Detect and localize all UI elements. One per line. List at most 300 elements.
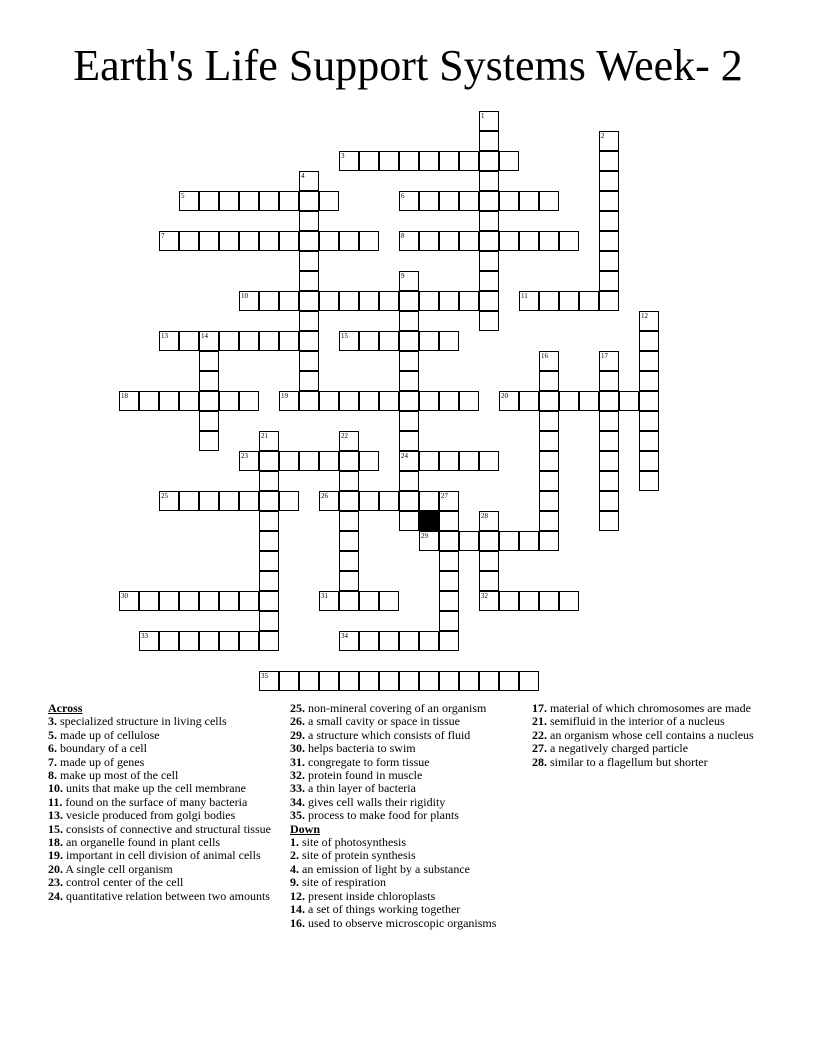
grid-cell[interactable] (179, 491, 199, 511)
grid-cell[interactable] (399, 191, 419, 211)
grid-cell[interactable] (379, 491, 399, 511)
grid-cell[interactable] (439, 231, 459, 251)
grid-cell[interactable] (259, 671, 279, 691)
grid-cell[interactable] (339, 431, 359, 451)
grid-cell[interactable] (399, 631, 419, 651)
grid-cell[interactable] (399, 411, 419, 431)
clue-item-number: 30. (290, 741, 305, 756)
grid-cell[interactable] (199, 351, 219, 371)
clue-list (48, 715, 276, 903)
grid-cell[interactable] (459, 451, 479, 471)
grid-cell[interactable] (259, 491, 279, 511)
grid-cell[interactable] (519, 391, 539, 411)
grid-cell[interactable] (419, 451, 439, 471)
grid-cell[interactable] (239, 331, 259, 351)
grid-cell[interactable] (399, 371, 419, 391)
clue-item-text: process to make food for plants (305, 808, 459, 823)
grid-cell[interactable] (259, 511, 279, 531)
grid-cell[interactable] (479, 531, 499, 551)
grid-cell[interactable] (319, 491, 339, 511)
grid-cell[interactable] (259, 231, 279, 251)
clue-number: 7 (161, 232, 165, 240)
grid-cell[interactable] (599, 151, 619, 171)
grid-cell[interactable] (299, 171, 319, 191)
grid-cell[interactable] (479, 191, 499, 211)
clue-item (48, 849, 276, 862)
clue-column-2 (290, 702, 522, 930)
grid-cell[interactable] (339, 631, 359, 651)
clue-number: 4 (301, 172, 305, 180)
grid-cell[interactable] (479, 571, 499, 591)
grid-cell[interactable] (239, 231, 259, 251)
grid-cell[interactable] (539, 411, 559, 431)
grid-cell[interactable] (139, 391, 159, 411)
grid-cell[interactable] (219, 491, 239, 511)
grid-cell[interactable] (219, 631, 239, 651)
grid-cell[interactable] (379, 151, 399, 171)
grid-cell[interactable] (519, 191, 539, 211)
grid-cell[interactable] (599, 211, 619, 231)
grid-cell[interactable] (499, 231, 519, 251)
grid-cell[interactable] (479, 511, 499, 531)
grid-cell[interactable] (119, 591, 139, 611)
grid-cell[interactable] (599, 391, 619, 411)
clue-item-text: site of photosynthesis (299, 835, 406, 850)
grid-cell[interactable] (279, 191, 299, 211)
grid-cell[interactable] (439, 631, 459, 651)
grid-cell[interactable] (279, 391, 299, 411)
grid-cell[interactable] (399, 351, 419, 371)
grid-cell[interactable] (479, 311, 499, 331)
grid-cell[interactable] (299, 211, 319, 231)
grid-cell[interactable] (299, 291, 319, 311)
grid-cell[interactable] (479, 591, 499, 611)
grid-cell[interactable] (279, 291, 299, 311)
grid-cell[interactable] (539, 351, 559, 371)
grid-cell[interactable] (639, 431, 659, 451)
grid-cell[interactable] (219, 231, 239, 251)
grid-cell[interactable] (219, 191, 239, 211)
grid-cell[interactable] (259, 291, 279, 311)
grid-cell[interactable] (259, 571, 279, 591)
grid-cell[interactable] (639, 351, 659, 371)
grid-cell[interactable] (139, 631, 159, 651)
grid-cell[interactable] (279, 491, 299, 511)
grid-cell[interactable] (519, 291, 539, 311)
grid-cell[interactable] (439, 491, 459, 511)
clue-number: 19 (281, 392, 288, 400)
grid-cell[interactable] (599, 411, 619, 431)
grid-cell[interactable] (179, 391, 199, 411)
grid-cell[interactable] (479, 291, 499, 311)
grid-cell[interactable] (199, 411, 219, 431)
grid-cell[interactable] (279, 331, 299, 351)
grid-cell[interactable] (539, 191, 559, 211)
grid-cell[interactable] (199, 191, 219, 211)
grid-cell[interactable] (399, 311, 419, 331)
grid-cell[interactable] (299, 351, 319, 371)
grid-cell[interactable] (339, 451, 359, 471)
grid-cell[interactable] (219, 391, 239, 411)
clue-number: 13 (161, 332, 168, 340)
grid-cell[interactable] (339, 671, 359, 691)
clue-number: 26 (321, 492, 328, 500)
grid-cell[interactable] (539, 471, 559, 491)
grid-cell[interactable] (399, 231, 419, 251)
grid-cell[interactable] (619, 391, 639, 411)
grid-cell[interactable] (299, 391, 319, 411)
grid-cell[interactable] (299, 251, 319, 271)
grid-cell[interactable] (439, 611, 459, 631)
clue-number: 1 (481, 112, 485, 120)
grid-cell[interactable] (339, 511, 359, 531)
grid-cell[interactable] (339, 491, 359, 511)
clue-item (48, 863, 276, 876)
grid-cell[interactable] (239, 451, 259, 471)
grid-cell[interactable] (299, 331, 319, 351)
grid-cell[interactable] (439, 331, 459, 351)
grid-cell[interactable] (299, 271, 319, 291)
grid-cell[interactable] (399, 391, 419, 411)
grid-cell[interactable] (579, 391, 599, 411)
clue-item (48, 742, 276, 755)
grid-cell[interactable] (639, 391, 659, 411)
grid-cell[interactable] (519, 231, 539, 251)
grid-cell[interactable] (279, 671, 299, 691)
grid-cell[interactable] (639, 471, 659, 491)
grid-cell[interactable] (159, 391, 179, 411)
clue-item (48, 836, 276, 849)
clue-item-text: an organism whose cell contains a nucleus (547, 727, 754, 742)
grid-cell[interactable] (479, 251, 499, 271)
clue-item-text: found on the surface of many bacteria (62, 794, 248, 809)
grid-cell[interactable] (359, 151, 379, 171)
grid-cell[interactable] (539, 491, 559, 511)
grid-cell[interactable] (319, 291, 339, 311)
grid-cell[interactable] (419, 671, 439, 691)
grid-cell[interactable] (279, 451, 299, 471)
grid-cell[interactable] (639, 451, 659, 471)
grid-cell[interactable] (379, 331, 399, 351)
grid-cell[interactable] (339, 391, 359, 411)
grid-cell[interactable] (159, 491, 179, 511)
grid-cell[interactable] (439, 591, 459, 611)
grid-cell[interactable] (319, 191, 339, 211)
grid-cell[interactable] (259, 611, 279, 631)
grid-cell[interactable] (259, 331, 279, 351)
grid-cell[interactable] (599, 171, 619, 191)
clue-item-number: 8. (48, 768, 57, 783)
grid-cell[interactable] (539, 431, 559, 451)
clue-number: 2 (601, 132, 605, 140)
grid-cell[interactable] (399, 451, 419, 471)
grid-cell[interactable] (259, 631, 279, 651)
clue-number: 23 (241, 452, 248, 460)
grid-cell[interactable] (319, 671, 339, 691)
grid-cell[interactable] (339, 531, 359, 551)
grid-cell[interactable] (179, 331, 199, 351)
clue-number: 10 (241, 292, 248, 300)
grid-cell[interactable] (499, 531, 519, 551)
grid-cell[interactable] (239, 291, 259, 311)
grid-cell[interactable] (639, 311, 659, 331)
grid-cell[interactable] (439, 671, 459, 691)
grid-cell[interactable] (319, 591, 339, 611)
grid-cell[interactable] (639, 411, 659, 431)
grid-cell[interactable] (199, 491, 219, 511)
grid-cell[interactable] (479, 451, 499, 471)
grid-cell[interactable] (539, 591, 559, 611)
grid-cell[interactable] (199, 631, 219, 651)
grid-cell[interactable] (319, 451, 339, 471)
grid-cell[interactable] (439, 391, 459, 411)
clue-item (290, 863, 522, 876)
grid-cell[interactable] (399, 471, 419, 491)
grid-cell[interactable] (359, 671, 379, 691)
grid-cell[interactable] (419, 631, 439, 651)
grid-cell[interactable] (359, 231, 379, 251)
grid-cell[interactable] (339, 291, 359, 311)
grid-cell[interactable] (419, 331, 439, 351)
clue-item-number: 23. (48, 875, 63, 890)
grid-cell[interactable] (419, 151, 439, 171)
grid-cell[interactable] (299, 671, 319, 691)
clue-number: 22 (341, 432, 348, 440)
clue-item (532, 715, 764, 728)
blocked-cell (419, 511, 439, 531)
grid-cell[interactable] (159, 591, 179, 611)
grid-cell[interactable] (219, 331, 239, 351)
clue-number: 27 (441, 492, 448, 500)
grid-cell[interactable] (239, 391, 259, 411)
grid-cell[interactable] (479, 211, 499, 231)
grid-cell[interactable] (439, 511, 459, 531)
grid-cell[interactable] (139, 591, 159, 611)
grid-cell[interactable] (279, 231, 299, 251)
grid-cell[interactable] (199, 431, 219, 451)
grid-cell[interactable] (539, 391, 559, 411)
clue-list (290, 702, 522, 823)
grid-cell[interactable] (179, 191, 199, 211)
grid-cell[interactable] (379, 391, 399, 411)
grid-cell[interactable] (559, 591, 579, 611)
grid-cell[interactable] (359, 331, 379, 351)
grid-cell[interactable] (599, 251, 619, 271)
grid-cell[interactable] (459, 231, 479, 251)
grid-cell[interactable] (539, 231, 559, 251)
grid-cell[interactable] (519, 531, 539, 551)
grid-cell[interactable] (399, 271, 419, 291)
grid-cell[interactable] (599, 271, 619, 291)
grid-cell[interactable] (499, 191, 519, 211)
grid-cell[interactable] (479, 171, 499, 191)
grid-cell[interactable] (479, 271, 499, 291)
grid-cell[interactable] (339, 571, 359, 591)
grid-cell[interactable] (239, 631, 259, 651)
grid-cell[interactable] (199, 371, 219, 391)
grid-cell[interactable] (479, 231, 499, 251)
grid-cell[interactable] (499, 591, 519, 611)
grid-cell[interactable] (179, 231, 199, 251)
grid-cell[interactable] (599, 431, 619, 451)
grid-cell[interactable] (599, 231, 619, 251)
grid-cell[interactable] (419, 191, 439, 211)
clue-item-number: 21. (532, 714, 547, 729)
grid-cell[interactable] (119, 391, 139, 411)
grid-cell[interactable] (559, 391, 579, 411)
grid-cell[interactable] (599, 291, 619, 311)
grid-cell[interactable] (399, 151, 419, 171)
grid-cell[interactable] (539, 451, 559, 471)
grid-cell[interactable] (259, 531, 279, 551)
grid-cell[interactable] (199, 231, 219, 251)
grid-cell[interactable] (539, 371, 559, 391)
grid-cell[interactable] (599, 451, 619, 471)
grid-cell[interactable] (159, 231, 179, 251)
grid-cell[interactable] (179, 591, 199, 611)
grid-cell[interactable] (519, 591, 539, 611)
grid-cell[interactable] (399, 491, 419, 511)
grid-cell[interactable] (419, 231, 439, 251)
grid-cell[interactable] (379, 291, 399, 311)
grid-cell[interactable] (359, 391, 379, 411)
grid-cell[interactable] (459, 291, 479, 311)
grid-cell[interactable] (599, 471, 619, 491)
grid-cell[interactable] (439, 451, 459, 471)
grid-cell[interactable] (439, 151, 459, 171)
grid-cell[interactable] (339, 151, 359, 171)
grid-cell[interactable] (199, 591, 219, 611)
grid-cell[interactable] (519, 671, 539, 691)
clue-column-1 (48, 702, 276, 903)
grid-cell[interactable] (459, 191, 479, 211)
grid-cell[interactable] (579, 291, 599, 311)
grid-cell[interactable] (299, 311, 319, 331)
grid-cell[interactable] (639, 331, 659, 351)
grid-cell[interactable] (399, 511, 419, 531)
grid-cell[interactable] (419, 531, 439, 551)
grid-cell[interactable] (399, 291, 419, 311)
grid-cell[interactable] (539, 291, 559, 311)
clue-item-number: 34. (290, 794, 305, 809)
grid-cell[interactable] (479, 131, 499, 151)
grid-cell[interactable] (499, 391, 519, 411)
grid-cell[interactable] (179, 631, 199, 651)
grid-cell[interactable] (639, 371, 659, 391)
grid-cell[interactable] (259, 551, 279, 571)
grid-cell[interactable] (459, 671, 479, 691)
grid-cell[interactable] (399, 431, 419, 451)
grid-cell[interactable] (319, 231, 339, 251)
grid-cell[interactable] (439, 291, 459, 311)
clue-item-text: make up most of the cell (57, 768, 179, 783)
grid-cell[interactable] (399, 671, 419, 691)
grid-cell[interactable] (259, 431, 279, 451)
grid-cell[interactable] (359, 291, 379, 311)
grid-cell[interactable] (439, 571, 459, 591)
grid-cell[interactable] (599, 511, 619, 531)
grid-cell[interactable] (459, 151, 479, 171)
grid-cell[interactable] (339, 231, 359, 251)
grid-cell[interactable] (219, 591, 239, 611)
grid-cell[interactable] (539, 531, 559, 551)
grid-cell[interactable] (559, 231, 579, 251)
clue-item (48, 809, 276, 822)
grid-cell[interactable] (359, 491, 379, 511)
grid-cell[interactable] (599, 351, 619, 371)
grid-cell[interactable] (239, 591, 259, 611)
grid-cell[interactable] (299, 231, 319, 251)
grid-cell[interactable] (539, 511, 559, 531)
grid-cell[interactable] (399, 331, 419, 351)
grid-cell[interactable] (419, 491, 439, 511)
clue-item (290, 796, 522, 809)
grid-cell[interactable] (159, 631, 179, 651)
clue-item-number: 11. (48, 794, 63, 809)
grid-cell[interactable] (259, 191, 279, 211)
grid-cell[interactable] (499, 151, 519, 171)
grid-cell[interactable] (339, 591, 359, 611)
grid-cell[interactable] (459, 391, 479, 411)
grid-cell[interactable] (339, 551, 359, 571)
clue-item (48, 756, 276, 769)
grid-cell[interactable] (479, 151, 499, 171)
grid-cell[interactable] (419, 391, 439, 411)
grid-cell[interactable] (479, 671, 499, 691)
grid-cell[interactable] (379, 671, 399, 691)
clue-item (532, 729, 764, 742)
grid-cell[interactable] (239, 191, 259, 211)
grid-cell[interactable] (599, 191, 619, 211)
grid-cell[interactable] (259, 451, 279, 471)
grid-cell[interactable] (339, 471, 359, 491)
grid-cell[interactable] (599, 491, 619, 511)
grid-cell[interactable] (299, 371, 319, 391)
grid-cell[interactable] (339, 331, 359, 351)
grid-cell[interactable] (199, 331, 219, 351)
grid-cell[interactable] (359, 451, 379, 471)
grid-cell[interactable] (299, 191, 319, 211)
clue-number: 6 (401, 192, 405, 200)
grid-cell[interactable] (439, 551, 459, 571)
grid-cell[interactable] (259, 591, 279, 611)
grid-cell[interactable] (199, 391, 219, 411)
grid-cell[interactable] (479, 551, 499, 571)
clue-item-text: non-mineral covering of an organism (305, 701, 487, 715)
clue-item-text: congregate to form tissue (305, 754, 430, 769)
clue-item-number: 6. (48, 741, 57, 756)
grid-cell[interactable] (459, 531, 479, 551)
grid-cell[interactable] (259, 471, 279, 491)
grid-cell[interactable] (379, 591, 399, 611)
grid-cell[interactable] (359, 631, 379, 651)
grid-cell[interactable] (419, 291, 439, 311)
grid-cell[interactable] (319, 391, 339, 411)
grid-cell[interactable] (599, 371, 619, 391)
grid-cell[interactable] (559, 291, 579, 311)
grid-cell[interactable] (499, 671, 519, 691)
grid-cell[interactable] (479, 111, 499, 131)
grid-cell[interactable] (599, 131, 619, 151)
grid-cell[interactable] (379, 631, 399, 651)
grid-cell[interactable] (239, 491, 259, 511)
grid-cell[interactable] (159, 331, 179, 351)
grid-cell[interactable] (299, 451, 319, 471)
clue-item-number: 26. (290, 714, 305, 729)
grid-cell[interactable] (439, 191, 459, 211)
grid-cell[interactable] (359, 591, 379, 611)
grid-cell[interactable] (439, 531, 459, 551)
